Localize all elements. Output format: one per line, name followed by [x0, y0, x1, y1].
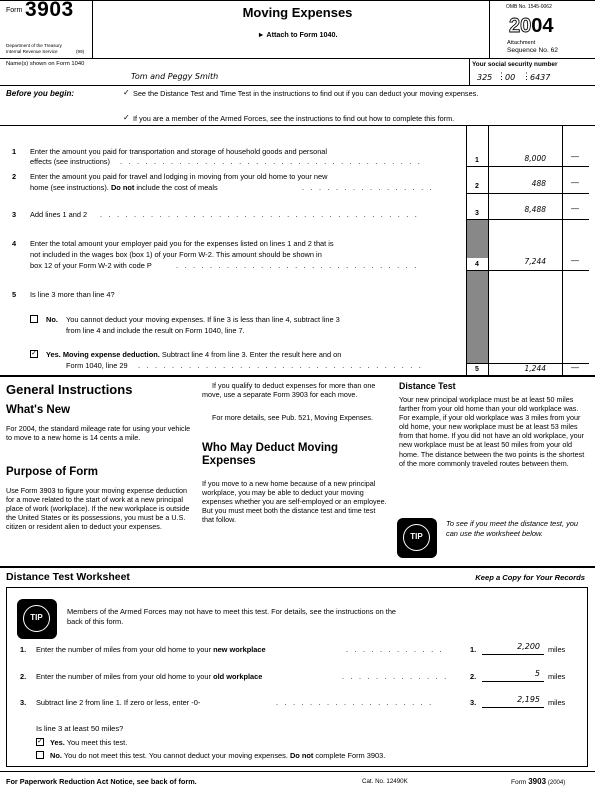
- ws-row3-unit: miles: [548, 698, 566, 707]
- name-field[interactable]: Tom and Peggy Smith: [131, 72, 219, 81]
- footer-rule: [0, 771, 595, 772]
- attach-note: ► Attach to Form 1040.: [257, 30, 338, 39]
- tax-year-bold: 04: [531, 15, 554, 37]
- checkmark-icon: ✓: [31, 350, 37, 357]
- ssn-field-part1[interactable]: 325: [477, 73, 493, 82]
- line5-leader-dots: . . . . . . . . . . . . . . . . . . . . . . . . . . . . . . . . . .: [138, 361, 423, 370]
- line2-amount-field[interactable]: 488: [531, 179, 546, 188]
- line5-no-label: No.: [46, 315, 58, 324]
- line2-text-b: [30, 183, 218, 192]
- ssn-label: Your social security number: [472, 61, 558, 68]
- tip-text: To see if you meet the distance test, you can use the worksheet below.: [446, 519, 579, 538]
- ws-row2-value-field[interactable]: 5: [534, 669, 540, 678]
- line1-amount-field[interactable]: 8,000: [524, 154, 546, 163]
- ws-row2-unit: miles: [548, 672, 566, 681]
- line1-leader-dots: . . . . . . . . . . . . . . . . . . . . . . . . . . . . . . . . . . . .: [120, 157, 422, 166]
- line5-yes-checkbox[interactable]: [30, 350, 38, 358]
- line3-box-label: 3: [475, 210, 479, 217]
- whats-new-title: What's New: [6, 404, 71, 416]
- ws-row2-text: [36, 672, 262, 681]
- form-word: Form: [6, 7, 23, 14]
- ws-row3-text: Subtract line 2 from line 1. If zero or less, enter -0-: [36, 698, 201, 707]
- line4-number: 4: [12, 239, 17, 248]
- tax-year: [509, 15, 554, 38]
- line2-text-b-bold: Do not: [110, 183, 135, 192]
- grid-hline-3: [466, 219, 589, 220]
- ws-row2-number: 2.: [20, 672, 27, 681]
- top-rule: [0, 0, 595, 1]
- ws-no-bold: Do not: [289, 751, 314, 760]
- line5-amount-field[interactable]: 1,244: [524, 364, 546, 373]
- ws-row3-underline: [482, 707, 544, 708]
- agency-line1: Department of the Treasury: [6, 43, 62, 48]
- grid-hline-4: [466, 270, 589, 271]
- ssn-separator-1: ⋮: [497, 71, 505, 81]
- line1-number: 1: [12, 147, 17, 156]
- ws-row2-ref: 2.: [470, 672, 477, 681]
- lines-top-rule: [0, 125, 595, 126]
- footer-form-number: 3903: [528, 777, 547, 786]
- line5-yes-text-a: Subtract line 4 from line 3. Enter the result here and on: [161, 350, 342, 359]
- ws-no-label: No.: [50, 751, 62, 760]
- ws-row1-leader-dots: . . . . . . . . . . . .: [346, 645, 444, 654]
- purpose-text: Use Form 3903 to figure your moving expense deduction for a move related to the start of work at a new principal place of work (workplace). If the new workplace is outside the United States or its possessions, you must be a U.S. citizen or resident alien to deduct your expenses.: [6, 486, 190, 532]
- footer-form-word: Form: [511, 779, 527, 786]
- header-divider-right: [489, 0, 490, 58]
- line3-leader-dots: . . . . . . . . . . . . . . . . . . . . . . . . . . . . . . . . . . . . . .: [100, 210, 420, 219]
- ws-row1-text-bold: new workplace: [213, 645, 266, 654]
- line5-cents-field[interactable]: —: [571, 363, 579, 372]
- line1-cents-field[interactable]: —: [571, 152, 579, 161]
- ws-yes-label: Yes.: [50, 738, 65, 747]
- ws-row2-leader-dots: . . . . . . . . . . . . .: [342, 672, 449, 681]
- ws-no-checkbox[interactable]: [36, 751, 44, 759]
- ws-no-line: [50, 751, 385, 760]
- footer-form-id: [511, 777, 565, 786]
- ws-row1-ref: 1.: [470, 645, 477, 654]
- before-you-begin-item2: If you are a member of the Armed Forces, see the instructions to find out how to complete this form.: [133, 114, 455, 123]
- ws-row3-number: 3.: [20, 698, 27, 707]
- ssn-divider: [469, 58, 470, 85]
- ws-row1-unit: miles: [548, 645, 566, 654]
- check-icon-2: ✓: [123, 113, 130, 122]
- line5-yes-text-b: Form 1040, line 29: [66, 361, 128, 370]
- distance-test-title: Distance Test: [399, 381, 456, 391]
- ws-row1-text: [36, 645, 266, 654]
- agency-code: (99): [76, 49, 85, 54]
- ws-row1-number: 1.: [20, 645, 27, 654]
- worksheet-tip-icon: TIP: [23, 605, 50, 632]
- line4-text-b: not included in the wages box (box 1) of your Form W-2. This amount should be shown in: [30, 250, 322, 259]
- line1-text-b: effects (see instructions): [30, 157, 110, 166]
- sequence-number: Sequence No. 62: [507, 47, 558, 54]
- grid-hline-1: [466, 166, 589, 167]
- ws-row1-text-pre: Enter the number of miles from your old home to your: [36, 645, 211, 654]
- line2-text-b-tail: include the cost of meals: [136, 183, 218, 192]
- ws-yes-line: [50, 738, 127, 747]
- line4-text-c: box 12 of your Form W-2 with code P: [30, 261, 152, 270]
- form-number: 3903: [25, 0, 74, 21]
- footer-form-year: (2004): [547, 780, 566, 786]
- shaded-box-line5: [467, 270, 488, 363]
- line4-box-label: 4: [475, 261, 479, 268]
- worksheet-tip-text: Members of the Armed Forces may not have to meet this test. For details, see the instructions on the back of this form.: [67, 607, 397, 626]
- grid-hline-2: [466, 193, 589, 194]
- before-you-begin-item1: See the Distance Test and Time Test in the instructions to find out if you can deduct your moving expenses.: [133, 89, 479, 98]
- line4-cents-field[interactable]: —: [571, 256, 579, 265]
- line4-leader-dots: . . . . . . . . . . . . . . . . . . . . . . . . . . . . .: [176, 261, 419, 270]
- general-instructions-title: General Instructions: [6, 382, 133, 397]
- line5-number: 5: [12, 290, 17, 299]
- ws-no-text: You do not meet this test. You cannot deduct your moving expenses.: [63, 751, 288, 760]
- line2-number: 2: [12, 172, 17, 181]
- ws-row3-ref: 3.: [470, 698, 477, 707]
- footer-notice: For Paperwork Reduction Act Notice, see back of form.: [6, 777, 197, 786]
- line2-leader-dots: . . . . . . . . . . . . . . . .: [302, 183, 434, 192]
- line2-text-a: Enter the amount you paid for travel and lodging in moving from your old home to your new: [30, 172, 328, 181]
- tax-year-outline: 20: [509, 15, 532, 37]
- footer-cat-number: Cat. No. 12490K: [362, 778, 408, 785]
- worksheet-title: Distance Test Worksheet: [6, 571, 130, 583]
- line4-amount-field[interactable]: 7,244: [524, 257, 546, 266]
- line5-yes-bold: Moving expense deduction.: [62, 350, 160, 359]
- distance-test-text: Your new principal workplace must be at least 50 miles farther from your old home than your old workplace was. For example, if your old workplace was 3 miles from your old home, your new workplace must be at least 53 miles from that home. If you did not have an old workplace, your new workplace must be at least 50 miles from your old home. The distance between the two points is the shortest of the more commonly traveled routes between them.: [399, 395, 585, 468]
- name-label: Name(s) shown on Form 1040: [6, 61, 85, 67]
- ws-checkmark-icon: ✓: [37, 738, 43, 745]
- line2-cents-field[interactable]: —: [571, 178, 579, 187]
- ws-row1-value-field[interactable]: 2,200: [517, 642, 540, 651]
- line2-text-b-start: home (see instructions).: [30, 183, 109, 192]
- header-bottom-rule: [0, 58, 595, 59]
- tip-icon: TIP: [403, 524, 430, 551]
- ws-row2-text-pre: Enter the number of miles from your old home to your: [36, 672, 211, 681]
- line5-text: Is line 3 more than line 4?: [30, 290, 115, 299]
- ws-yes-text: You meet this test.: [66, 738, 128, 747]
- agency-line2: Internal Revenue Service: [6, 49, 58, 54]
- line5-yes-label: Yes.: [46, 350, 61, 359]
- separate-form-text: If you qualify to deduct expenses for more than one move, use a separate Form 3903 for each move.: [202, 381, 376, 400]
- who-may-deduct-text: If you move to a new home because of a new principal workplace, you may be able to deduct your moving expenses whether you are self-employed or an employee. But you must meet both the distance test and time test that follow.: [202, 479, 387, 525]
- line5-no-text-a: You cannot deduct your moving expenses. If line 3 is less than line 4, subtract line 3: [66, 315, 340, 324]
- who-may-deduct-title: Who May Deduct Moving Expenses: [202, 442, 339, 467]
- line3-text: Add lines 1 and 2: [30, 210, 88, 219]
- ws-row2-text-bold: old workplace: [213, 672, 263, 681]
- form-title: Moving Expenses: [242, 5, 353, 20]
- ws-row1-underline: [482, 654, 544, 655]
- lines-bottom-rule: [0, 375, 595, 377]
- ws-yes-checkbox[interactable]: [36, 738, 44, 746]
- omb-number: OMB No. 1545-0062: [506, 4, 552, 10]
- line4-text-a: Enter the total amount your employer paid you for the expenses listed on lines 1 and 2 that is: [30, 239, 334, 248]
- ssn-field-part3[interactable]: 6437: [530, 73, 551, 82]
- ws-no-tail: complete Form 3903.: [315, 751, 386, 760]
- shaded-box-line4: [467, 219, 488, 258]
- line3-amount-field[interactable]: 8,488: [524, 205, 546, 214]
- ws-row2-underline: [482, 681, 544, 682]
- whats-new-text: For 2004, the standard mileage rate for using your vehicle to move to a new home is 14 cents a mile.: [6, 424, 191, 443]
- line5-no-checkbox[interactable]: [30, 315, 38, 323]
- keep-copy-note: Keep a Copy for Your Records: [475, 573, 585, 582]
- worksheet-top-rule: [0, 566, 595, 568]
- line5-box-label: 5: [475, 366, 479, 373]
- check-icon-1: ✓: [123, 88, 130, 97]
- line2-box-label: 2: [475, 183, 479, 190]
- line3-number: 3: [12, 210, 17, 219]
- line1-text-a: Enter the amount you paid for transportation and storage of household goods and personal: [30, 147, 328, 156]
- line1-box-label: 1: [475, 157, 479, 164]
- ws-row3-leader-dots: . . . . . . . . . . . . . . . . . . .: [276, 698, 434, 707]
- grid-vline-3: [562, 125, 563, 375]
- attachment-label: Attachment: [507, 40, 536, 46]
- ssn-separator-2: ⋮: [522, 71, 531, 81]
- line5-yes-line: [46, 350, 464, 359]
- before-you-begin-label: Before you begin:: [6, 89, 75, 98]
- ssn-field-part2[interactable]: 00: [505, 73, 516, 82]
- pub521-text: For more details, see Pub. 521, Moving Expenses.: [212, 413, 374, 422]
- line3-cents-field[interactable]: —: [571, 204, 579, 213]
- purpose-title: Purpose of Form: [6, 466, 99, 478]
- ws-question: Is line 3 at least 50 miles?: [36, 724, 124, 733]
- line5-no-text-b: from line 4 and include the result on Form 1040, line 7.: [66, 326, 245, 335]
- ws-row3-value-field[interactable]: 2,195: [517, 695, 540, 704]
- name-bottom-rule: [0, 85, 595, 86]
